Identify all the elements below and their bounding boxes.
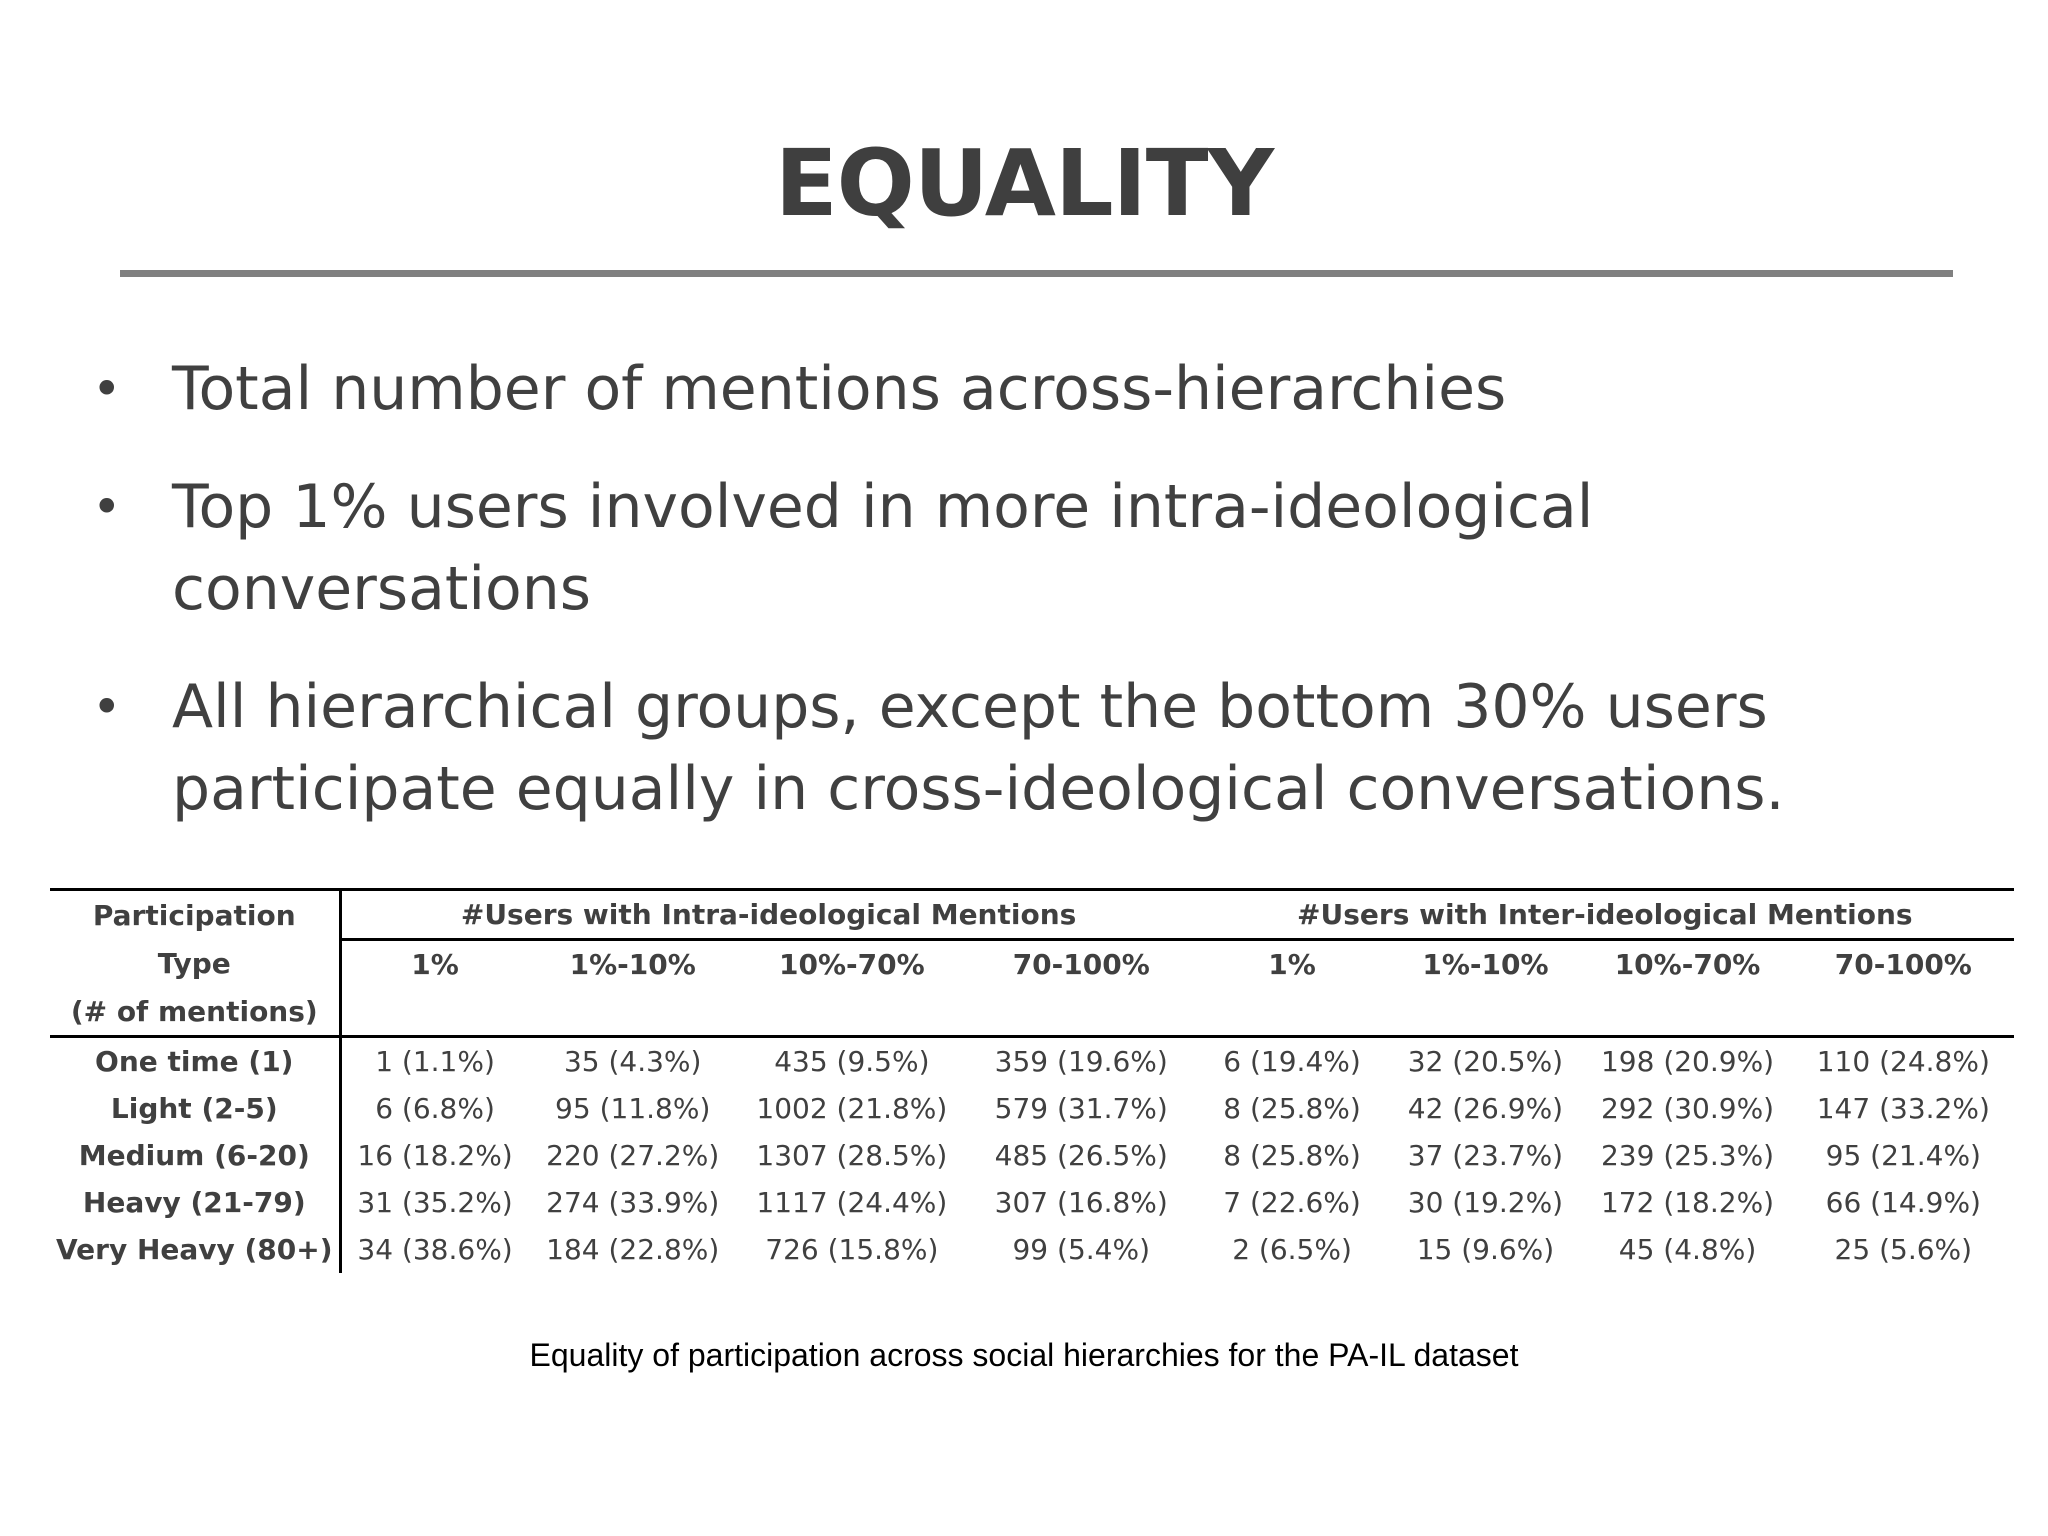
table-cell: 34 (38.6%) xyxy=(357,1233,513,1266)
row-header-line: (# of mentions) xyxy=(50,988,340,1037)
table-cell: 6 (19.4%) xyxy=(1196,1037,1389,1086)
table-cell: 95 (21.4%) xyxy=(1825,1139,1981,1172)
table-cell: 172 (18.2%) xyxy=(1600,1186,1775,1219)
table-cell: 30 (19.2%) xyxy=(1407,1186,1564,1219)
table-cell: 66 (14.9%) xyxy=(1825,1186,1981,1219)
table-cell: 147 (33.2%) xyxy=(1816,1092,1990,1125)
table-cell: 42 (26.9%) xyxy=(1407,1092,1564,1125)
bullet-text: Top 1% users involved in more intra-ideological conversations xyxy=(172,472,1594,624)
bullet-text: All hierarchical groups, except the bottom 30% users participate equally in cross-ideological conversations. xyxy=(172,672,1785,824)
table-row xyxy=(50,1037,2014,1086)
table-cell: 1307 (28.5%) xyxy=(756,1139,948,1172)
table-cell: 99 (5.4%) xyxy=(1012,1233,1150,1266)
inter-group-header: #Users with Inter-ideological Mentions xyxy=(1196,890,2014,940)
table-cell: 37 (23.7%) xyxy=(1407,1139,1564,1172)
table-cell: 8 (25.8%) xyxy=(1223,1092,1361,1125)
bullet-dot-icon: • xyxy=(92,360,122,418)
row-label: Medium (6-20) xyxy=(50,1132,340,1179)
row-header-line: Participation xyxy=(50,890,340,940)
column-header: 70-100% xyxy=(1012,948,1150,981)
table-row xyxy=(50,1179,2014,1226)
table-cell: 220 (27.2%) xyxy=(546,1139,720,1172)
table-cell: 579 (31.7%) xyxy=(994,1092,1168,1125)
table-cell: 6 (6.8%) xyxy=(375,1092,495,1125)
table-subheader-row xyxy=(50,988,2014,1037)
row-label: One time (1) xyxy=(50,1037,340,1086)
table-cell: 274 (33.9%) xyxy=(546,1186,720,1219)
table-group-header-row xyxy=(50,890,2014,940)
table-cell: 292 (30.9%) xyxy=(1600,1092,1775,1125)
table-subheader-row xyxy=(50,940,2014,989)
table-cell: 45 (4.8%) xyxy=(1618,1233,1757,1266)
table-cell: 239 (25.3%) xyxy=(1600,1139,1775,1172)
table-cell: 1002 (21.8%) xyxy=(756,1092,948,1125)
table-cell: 726 (15.8%) xyxy=(765,1233,939,1266)
bullet-item xyxy=(92,466,1992,630)
row-header-line: Type xyxy=(50,940,340,989)
bullet-dot-icon: • xyxy=(92,478,122,536)
table-cell: 35 (4.3%) xyxy=(529,1037,737,1086)
table-cell: 1117 (24.4%) xyxy=(756,1186,948,1219)
table-row xyxy=(50,1132,2014,1179)
table-cell: 2 (6.5%) xyxy=(1232,1233,1352,1266)
empty-header-cell xyxy=(340,988,2014,1037)
table-cell: 7 (22.6%) xyxy=(1223,1186,1361,1219)
column-header: 1% xyxy=(1268,948,1316,981)
table-cell: 15 (9.6%) xyxy=(1416,1233,1555,1266)
table-cell: 110 (24.8%) xyxy=(1793,1037,2014,1086)
row-label: Very Heavy (80+) xyxy=(50,1226,340,1273)
intra-group-header: #Users with Intra-ideological Mentions xyxy=(340,890,1196,940)
table-cell: 32 (20.5%) xyxy=(1388,1037,1582,1086)
table-row xyxy=(50,1085,2014,1132)
row-label: Light (2-5) xyxy=(50,1085,340,1132)
bullet-dot-icon: • xyxy=(92,678,122,736)
table-cell: 198 (20.9%) xyxy=(1582,1037,1792,1086)
column-header: 10%-70% xyxy=(1614,948,1761,981)
table-cell: 307 (16.8%) xyxy=(994,1186,1168,1219)
column-header: 10%-70% xyxy=(779,948,925,981)
participation-table xyxy=(50,888,2014,1273)
column-header: 70-100% xyxy=(1834,948,1972,981)
table-cell: 485 (26.5%) xyxy=(994,1139,1168,1172)
bullet-text: Total number of mentions across-hierarchies xyxy=(172,354,1507,424)
column-header: 1% xyxy=(411,948,459,981)
table-cell: 435 (9.5%) xyxy=(737,1037,967,1086)
bullet-item xyxy=(92,666,2042,830)
table-row xyxy=(50,1226,2014,1273)
column-header: 1%-10% xyxy=(1422,948,1549,981)
slide-title: EQUALITY xyxy=(774,130,1274,237)
title-divider xyxy=(120,270,1953,277)
table-cell: 31 (35.2%) xyxy=(357,1186,513,1219)
table-caption: Equality of participation across social hierarchies for the PA-IL dataset xyxy=(529,1337,1519,1373)
table-cell: 359 (19.6%) xyxy=(967,1037,1196,1086)
table-cell: 1 (1.1%) xyxy=(340,1037,529,1086)
bullet-item xyxy=(92,348,1992,430)
table-cell: 25 (5.6%) xyxy=(1834,1233,1973,1266)
row-label: Heavy (21-79) xyxy=(50,1179,340,1226)
table-cell: 16 (18.2%) xyxy=(357,1139,513,1172)
column-header: 1%-10% xyxy=(569,948,696,981)
table-cell: 184 (22.8%) xyxy=(546,1233,720,1266)
bullet-list xyxy=(92,348,1992,866)
table-cell: 8 (25.8%) xyxy=(1223,1139,1361,1172)
table-cell: 95 (11.8%) xyxy=(555,1092,711,1125)
